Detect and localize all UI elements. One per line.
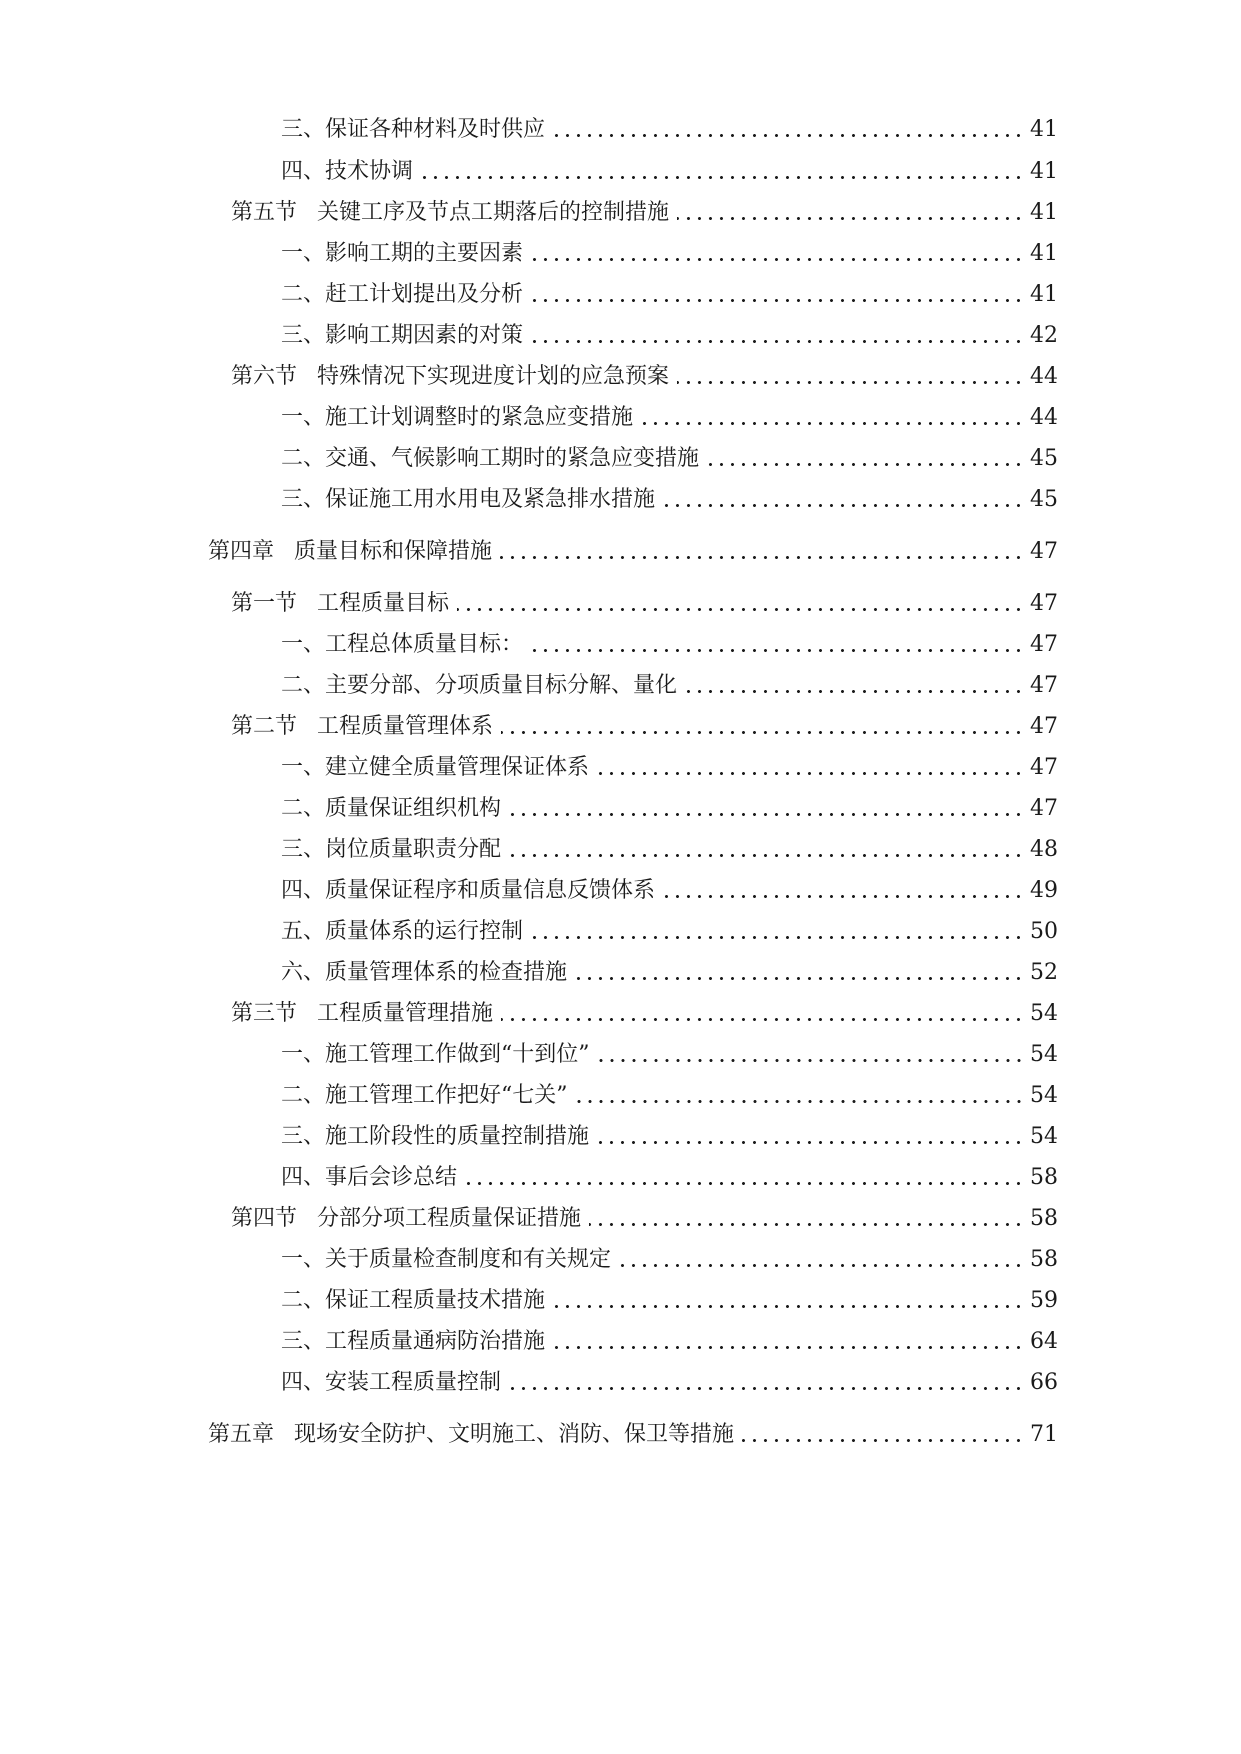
toc-entry-title: 三、保证施工用水用电及紧急排水措施	[281, 487, 656, 512]
toc-entry[interactable]	[281, 628, 1058, 662]
toc-entry-title: 一、建立健全质量管理保证体系	[281, 755, 590, 780]
toc-entry-title: 二、质量保证组织机构	[281, 796, 502, 821]
toc-entry-title: 六、质量管理体系的检查措施	[281, 960, 568, 985]
toc-page-number: 54	[1030, 1042, 1058, 1067]
toc-page-number: 45	[1030, 487, 1058, 512]
toc-page-number: 41	[1030, 117, 1058, 142]
toc-page-number: 47	[1030, 539, 1058, 564]
toc-entry-title: 二、交通、气候影响工期时的紧急应变措施	[281, 446, 700, 471]
toc-page-number: 71	[1030, 1422, 1058, 1447]
toc-entry-title: 分部分项工程质量保证措施	[317, 1206, 582, 1231]
dot-leader	[501, 731, 1024, 734]
toc-entry[interactable]	[281, 915, 1058, 949]
toc-entry[interactable]	[281, 956, 1058, 990]
toc-entry-label: 第二节	[231, 714, 298, 739]
toc-page-number: 44	[1030, 405, 1058, 430]
toc-entry-title: 四、质量保证程序和质量信息反馈体系	[281, 878, 656, 903]
toc-entry-title: 三、施工阶段性的质量控制措施	[281, 1124, 590, 1149]
toc-entry[interactable]	[281, 319, 1058, 353]
toc-entry-label: 第一节	[231, 591, 298, 616]
toc-entry[interactable]	[281, 155, 1058, 189]
toc-page-number: 54	[1030, 1001, 1058, 1026]
toc-page-number: 54	[1030, 1124, 1058, 1149]
dot-leader	[589, 1223, 1024, 1226]
toc-entry[interactable]	[281, 1038, 1058, 1072]
toc-page-number: 50	[1030, 919, 1058, 944]
toc-entry-label: 第四章	[208, 539, 275, 564]
toc-entry-title: 工程质量目标	[317, 591, 450, 616]
dot-leader	[597, 1141, 1024, 1144]
dot-leader	[575, 977, 1024, 980]
toc-entry-title: 三、工程质量通病防治措施	[281, 1329, 546, 1354]
dot-leader	[465, 1182, 1024, 1185]
toc-entry[interactable]	[281, 278, 1058, 312]
toc-entry[interactable]	[281, 1161, 1058, 1195]
toc-page-number: 47	[1030, 591, 1058, 616]
toc-entry[interactable]	[281, 833, 1058, 867]
toc-entry[interactable]	[208, 535, 1058, 569]
toc-entry-title: 现场安全防护、文明施工、消防、保卫等措施	[294, 1422, 735, 1447]
toc-page-number: 48	[1030, 837, 1058, 862]
dot-leader	[457, 608, 1024, 611]
toc-page-number: 41	[1030, 282, 1058, 307]
toc-entry-title: 三、影响工期因素的对策	[281, 323, 524, 348]
toc-entry[interactable]	[281, 483, 1058, 517]
toc-entry[interactable]	[231, 1202, 1058, 1236]
toc-page-number: 44	[1030, 364, 1058, 389]
toc-entry-title: 三、保证各种材料及时供应	[281, 117, 546, 142]
toc-entry[interactable]	[281, 792, 1058, 826]
toc-entry-title: 四、安装工程质量控制	[281, 1370, 502, 1395]
dot-leader	[509, 1387, 1024, 1390]
dot-leader	[501, 1018, 1024, 1021]
dot-leader	[531, 299, 1024, 302]
toc-page-number: 41	[1030, 241, 1058, 266]
toc-entry-title: 一、施工计划调整时的紧急应变措施	[281, 405, 634, 430]
toc-page-number: 41	[1030, 159, 1058, 184]
toc-entry-title: 二、保证工程质量技术措施	[281, 1288, 546, 1313]
toc-page-number: 47	[1030, 714, 1058, 739]
toc-page-number: 49	[1030, 878, 1058, 903]
toc-entry[interactable]	[231, 997, 1058, 1031]
toc-entry[interactable]	[281, 1120, 1058, 1154]
toc-entry-label: 第三节	[231, 1001, 298, 1026]
toc-page-number: 47	[1030, 796, 1058, 821]
toc-page-number: 58	[1030, 1165, 1058, 1190]
toc-entry-title: 关键工序及节点工期落后的控制措施	[317, 200, 670, 225]
toc-page-number: 47	[1030, 673, 1058, 698]
dot-leader	[663, 895, 1024, 898]
toc-page-number: 54	[1030, 1083, 1058, 1108]
toc-entry-title: 二、施工管理工作把好“七关”	[281, 1083, 568, 1108]
toc-entry[interactable]	[281, 1284, 1058, 1318]
dot-leader	[663, 504, 1024, 507]
toc-entry[interactable]	[208, 1418, 1058, 1452]
toc-entry[interactable]	[231, 360, 1058, 394]
toc-entry-title: 二、赶工计划提出及分析	[281, 282, 524, 307]
toc-entry-title: 特殊情况下实现进度计划的应急预案	[317, 364, 670, 389]
dot-leader	[641, 422, 1024, 425]
toc-entry-title: 一、关于质量检查制度和有关规定	[281, 1247, 612, 1272]
toc-entry[interactable]	[281, 1243, 1058, 1277]
toc-entry-label: 第五章	[208, 1422, 275, 1447]
toc-entry-title: 质量目标和保障措施	[294, 539, 493, 564]
dot-leader	[707, 463, 1024, 466]
toc-page-number: 66	[1030, 1370, 1058, 1395]
toc-entry[interactable]	[281, 874, 1058, 908]
toc-entry-title: 四、技术协调	[281, 159, 414, 184]
toc-entry-title: 工程质量管理体系	[317, 714, 494, 739]
toc-entry-title: 一、影响工期的主要因素	[281, 241, 524, 266]
toc-entry[interactable]	[231, 196, 1058, 230]
dot-leader	[553, 1305, 1024, 1308]
toc-entry[interactable]	[281, 1366, 1058, 1400]
toc-page-number: 59	[1030, 1288, 1058, 1313]
dot-leader	[531, 936, 1024, 939]
toc-entry-title: 一、工程总体质量目标：	[281, 632, 524, 657]
toc-entry[interactable]	[281, 113, 1058, 147]
toc-page-number: 58	[1030, 1247, 1058, 1272]
dot-leader	[553, 1346, 1024, 1349]
toc-entry-label: 第四节	[231, 1206, 298, 1231]
dot-leader	[598, 1059, 1025, 1062]
toc-entry-title: 三、岗位质量职责分配	[281, 837, 502, 862]
dot-leader	[742, 1439, 1024, 1442]
toc-entry-title: 二、主要分部、分项质量目标分解、量化	[281, 673, 678, 698]
dot-leader	[421, 176, 1024, 179]
toc-page-number: 47	[1030, 632, 1058, 657]
dot-leader	[509, 854, 1024, 857]
toc-entry[interactable]	[281, 237, 1058, 271]
toc-entry-label: 第六节	[231, 364, 298, 389]
dot-leader	[685, 690, 1024, 693]
toc-page-number: 47	[1030, 755, 1058, 780]
dot-leader	[553, 134, 1024, 137]
dot-leader	[677, 217, 1024, 220]
toc-entry-title: 四、事后会诊总结	[281, 1165, 458, 1190]
dot-leader	[576, 1100, 1025, 1103]
toc-page-number: 64	[1030, 1329, 1058, 1354]
dot-leader	[619, 1264, 1024, 1267]
toc-page-number: 58	[1030, 1206, 1058, 1231]
toc-entry-label: 第五节	[231, 200, 298, 225]
toc-page-number: 42	[1030, 323, 1058, 348]
dot-leader	[531, 649, 1024, 652]
toc-entry[interactable]	[281, 1325, 1058, 1359]
dot-leader	[531, 340, 1024, 343]
toc-entry[interactable]	[281, 401, 1058, 435]
toc-page-number: 45	[1030, 446, 1058, 471]
dot-leader	[531, 258, 1024, 261]
toc-entry[interactable]	[231, 710, 1058, 744]
dot-leader	[500, 556, 1024, 559]
toc-entry[interactable]	[281, 1079, 1058, 1113]
toc-entry[interactable]	[281, 442, 1058, 476]
toc-entry[interactable]	[281, 669, 1058, 703]
toc-page-number: 41	[1030, 200, 1058, 225]
toc-entry-title: 工程质量管理措施	[317, 1001, 494, 1026]
toc-entry-title: 一、施工管理工作做到“十到位”	[281, 1042, 590, 1067]
toc-entry[interactable]	[231, 587, 1058, 621]
toc-entry[interactable]	[281, 751, 1058, 785]
dot-leader	[597, 772, 1024, 775]
dot-leader	[509, 813, 1024, 816]
toc-entry-title: 五、质量体系的运行控制	[281, 919, 524, 944]
dot-leader	[677, 381, 1024, 384]
toc-page-number: 52	[1030, 960, 1058, 985]
